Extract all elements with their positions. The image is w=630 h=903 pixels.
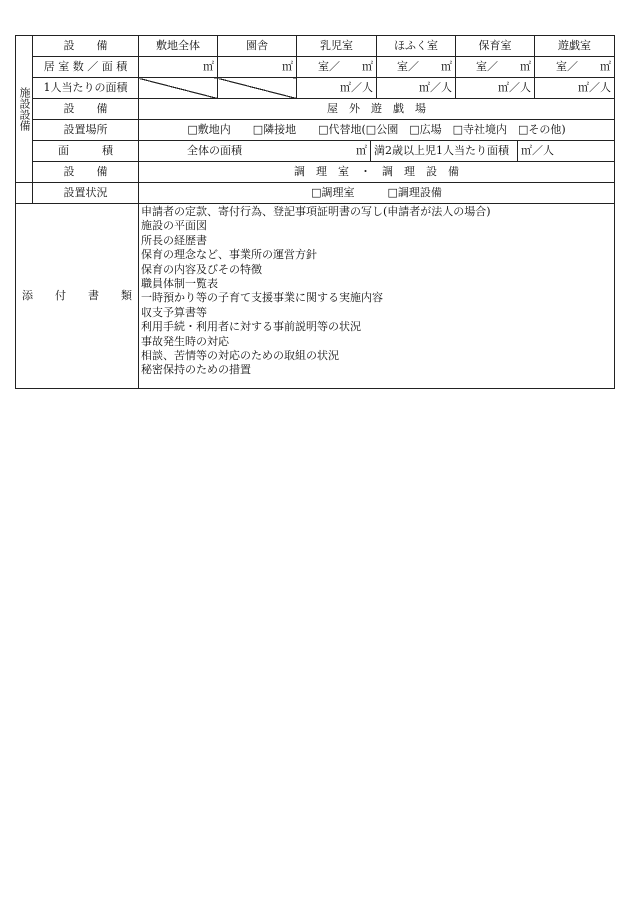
column-play-room: 遊戯室 [535, 36, 615, 57]
attachment-item: 事故発生時の対応 [141, 334, 229, 348]
per-person-row [16, 78, 615, 99]
column-nursery-room: 保育室 [456, 36, 535, 57]
outdoor-title: 屋 外 遊 戯 場 [139, 99, 615, 120]
total-area-field[interactable]: ㎡ [356, 144, 367, 157]
crawling-room-per-person-field[interactable]: ㎡／人 [377, 78, 456, 99]
kitchen-status-options[interactable]: □調理室 □調理設備 [139, 183, 615, 204]
attachment-item: 保育の理念など、事業所の運営方針 [141, 248, 317, 262]
rooms-area-label: 居 室 数 ／ 面 積 [33, 57, 139, 78]
kitchen-status-row [16, 183, 615, 204]
attachment-item: 相談、苦情等の対応のための取組の状況 [141, 349, 339, 363]
total-area-label: 全体の面積 [187, 144, 242, 157]
attachment-item: 申請者の定款、寄付行為、登記事項証明書の写し(申請者が法人の場合) [141, 205, 491, 218]
play-room-per-person-field[interactable]: ㎡／人 [535, 78, 615, 99]
building-area-field[interactable]: ㎡ [218, 57, 297, 78]
outdoor-location-label: 設置場所 [33, 120, 139, 141]
attachments-list [139, 204, 615, 389]
per-person-label: 1人当たりの面積 [33, 78, 139, 99]
column-site-total: 敷地全体 [139, 36, 218, 57]
attachment-item: 秘密保持のための措置 [141, 363, 251, 377]
facility-form-table [15, 35, 615, 389]
outdoor-header-row [16, 99, 615, 120]
kitchen-header-label: 設 備 [33, 162, 139, 183]
play-room-area-field[interactable]: 室／ ㎡ [535, 57, 615, 78]
per-child-area-label: 満2歳以上児1人当たり面積 [370, 141, 517, 161]
outdoor-location-row [16, 120, 615, 141]
crawling-room-area-field[interactable]: 室／ ㎡ [377, 57, 456, 78]
per-child-area-field[interactable]: ㎡／人 [517, 141, 614, 161]
attachment-item: 施設の平面図 [141, 219, 207, 233]
facility-group-label: 施設設備 [16, 36, 33, 183]
outdoor-location-options[interactable]: □敷地内 □隣接地 □代替地(□公園 □広場 □寺社境内 □その他) [139, 120, 615, 141]
site-area-field[interactable]: ㎡ [139, 57, 218, 78]
attachment-item: 収支予算書等 [141, 305, 207, 319]
nursery-room-area-field[interactable]: 室／ ㎡ [456, 57, 535, 78]
kitchen-header-row [16, 162, 615, 183]
building-per-person-blank [218, 78, 297, 99]
outdoor-header-label: 設 備 [33, 99, 139, 120]
nursery-room-per-person-field[interactable]: ㎡／人 [456, 78, 535, 99]
group-label-continuation [16, 183, 33, 204]
attachments-row [16, 204, 615, 389]
column-infant-room: 乳児室 [297, 36, 377, 57]
outdoor-area-cell [139, 141, 615, 162]
attachment-item: 保育の内容及びその特徴 [141, 262, 262, 276]
attachment-item: 所長の経歴書 [141, 233, 207, 247]
kitchen-title: 調 理 室 ・ 調 理 設 備 [139, 162, 615, 183]
column-crawling-room: ほふく室 [377, 36, 456, 57]
facility-header-label: 設 備 [33, 36, 139, 57]
column-building: 園舎 [218, 36, 297, 57]
infant-room-area-field[interactable]: 室／ ㎡ [297, 57, 377, 78]
outdoor-area-row [16, 141, 615, 162]
attachment-item: 一時預かり等の子育て支援事業に関する実施内容 [141, 291, 383, 305]
rooms-area-row [16, 57, 615, 78]
attachments-label: 添 付 書 類 [16, 204, 139, 389]
attachment-item: 利用手続・利用者に対する事前説明等の状況 [141, 320, 361, 334]
infant-room-per-person-field[interactable]: ㎡／人 [297, 78, 377, 99]
site-per-person-blank [139, 78, 218, 99]
kitchen-status-label: 設置状況 [33, 183, 139, 204]
outdoor-area-label: 面 積 [33, 141, 139, 162]
facility-header-row [16, 36, 615, 57]
attachment-item: 職員体制一覧表 [141, 277, 218, 291]
